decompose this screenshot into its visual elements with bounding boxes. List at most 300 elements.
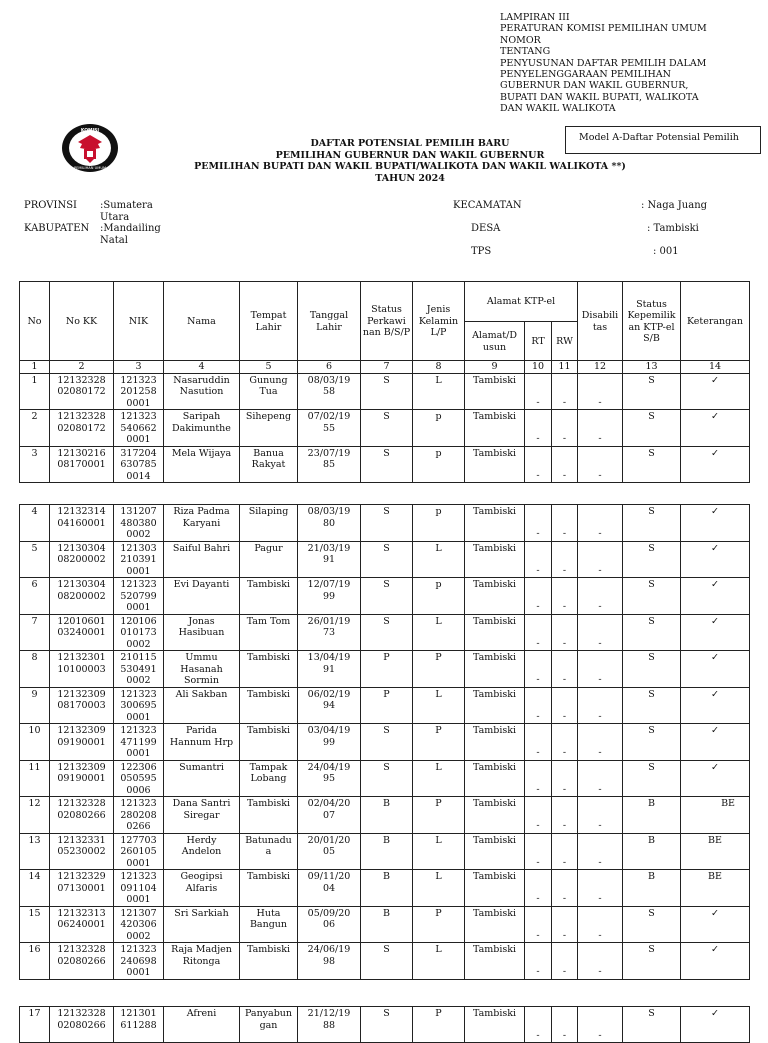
kabupaten-value-line: :Mandailing	[100, 223, 161, 234]
cell-rt	[525, 373, 552, 410]
cell-status-ktp: S	[623, 446, 681, 483]
cell-no-kk: 12130216 08170001	[50, 446, 114, 483]
cell-rt	[525, 410, 552, 447]
cell-no: 1	[20, 373, 50, 410]
cell-status-perkawinan: S	[361, 760, 413, 797]
empty-dash: -	[536, 1029, 540, 1041]
cell-no: 12	[20, 797, 50, 834]
cell-keterangan: BE	[681, 870, 750, 907]
table-row	[20, 760, 750, 797]
cell-keterangan: ✓	[681, 541, 750, 578]
cell-rt	[525, 446, 552, 483]
cell-tempat-lahir: Sihepeng	[240, 410, 298, 447]
cell-no: 10	[20, 724, 50, 761]
cell-rt	[525, 760, 552, 797]
cell-status-ktp: S	[623, 943, 681, 980]
cell-tempat-lahir: Tampak Lobang	[240, 760, 298, 797]
empty-dash: -	[598, 783, 602, 795]
cell-status-perkawinan: S	[361, 446, 413, 483]
cell-jenis-kelamin: p	[413, 578, 465, 615]
cell-nik: 121323 540662 0001	[114, 410, 164, 447]
cell-status-ktp: S	[623, 541, 681, 578]
cell-nama: Herdy Andelon	[164, 833, 240, 870]
cell-nik: 121323 300695 0001	[114, 687, 164, 724]
cell-jenis-kelamin: L	[413, 373, 465, 410]
voter-table-section-1	[19, 281, 750, 483]
cell-tanggal-lahir: 13/04/19 91	[298, 651, 361, 688]
cell-keterangan: ✓	[681, 410, 750, 447]
empty-dash: -	[536, 856, 540, 868]
cell-nama: Saiful Bahri	[164, 541, 240, 578]
cell-rw	[552, 943, 578, 980]
cell-rw	[552, 687, 578, 724]
cell-no: 3	[20, 446, 50, 483]
header-nama: Nama	[164, 282, 240, 361]
cell-rw	[552, 541, 578, 578]
cell-alamat-dusun: Tambiski	[465, 724, 525, 761]
cell-no: 15	[20, 906, 50, 943]
cell-disabilitas	[578, 833, 623, 870]
cell-no: 17	[20, 1007, 50, 1043]
cell-no: 8	[20, 651, 50, 688]
empty-dash: -	[562, 564, 567, 576]
cell-tanggal-lahir: 12/07/19 99	[298, 578, 361, 615]
cell-nama: Parida Hannum Hrp	[164, 724, 240, 761]
empty-dash: -	[562, 929, 567, 941]
cell-rt	[525, 651, 552, 688]
lampiran-line: TENTANG	[500, 46, 551, 58]
table-row	[20, 614, 750, 651]
cell-keterangan: ✓	[681, 373, 750, 410]
lampiran-line: LAMPIRAN III	[500, 12, 570, 23]
cell-tanggal-lahir: 08/03/19 80	[298, 505, 361, 542]
cell-rw	[552, 578, 578, 615]
empty-dash: -	[598, 674, 602, 685]
cell-no: 7	[20, 614, 50, 651]
provinsi-label: PROVINSI	[24, 200, 78, 211]
cell-keterangan: ✓	[681, 943, 750, 980]
table-row	[20, 687, 750, 724]
cell-disabilitas	[578, 760, 623, 797]
cell-disabilitas	[578, 651, 623, 688]
cell-disabilitas	[578, 943, 623, 980]
cell-rw	[552, 797, 578, 834]
cell-rt	[525, 687, 552, 724]
header-disabilitas: Disabili tas	[578, 282, 623, 361]
empty-dash: -	[536, 396, 540, 408]
cell-rw	[552, 446, 578, 483]
cell-keterangan: ✓	[681, 760, 750, 797]
empty-dash: -	[598, 893, 602, 904]
cell-alamat-dusun: Tambiski	[465, 505, 525, 542]
empty-dash: -	[562, 893, 567, 904]
cell-status-perkawinan: S	[361, 943, 413, 980]
cell-rw	[552, 760, 578, 797]
cell-disabilitas	[578, 373, 623, 410]
cell-no-kk: 12132328 02080172	[50, 410, 114, 447]
cell-alamat-dusun: Tambiski	[465, 541, 525, 578]
cell-rt	[525, 614, 552, 651]
title-line: PEMILIHAN GUBERNUR DAN WAKIL GUBERNUR	[275, 149, 545, 161]
empty-dash: -	[536, 674, 540, 685]
logo-bottom-text: PEMILIHAN UMUM	[73, 166, 107, 170]
lampiran-line: PENYUSUNAN DAFTAR PEMILIH DALAM	[500, 57, 707, 69]
cell-tanggal-lahir: 24/04/19 95	[298, 760, 361, 797]
cell-status-perkawinan: B	[361, 833, 413, 870]
cell-no: 6	[20, 578, 50, 615]
cell-alamat-dusun: Tambiski	[465, 943, 525, 980]
cell-alamat-dusun: Tambiski	[465, 446, 525, 483]
cell-nik: 122306 050595 0006	[114, 760, 164, 797]
cell-no: 11	[20, 760, 50, 797]
empty-dash: -	[536, 637, 540, 649]
cell-jenis-kelamin: P	[413, 797, 465, 834]
cell-status-ktp: S	[623, 651, 681, 688]
empty-dash: -	[536, 601, 540, 612]
col-number: 11	[552, 361, 578, 374]
col-number: 12	[578, 361, 623, 374]
cell-disabilitas	[578, 578, 623, 615]
desa-value: : Tambiski	[647, 223, 699, 234]
lampiran-line: DAN WAKIL WALIKOTA	[500, 103, 616, 115]
cell-status-ktp: S	[623, 760, 681, 797]
cell-nik: 127703 260105 0001	[114, 833, 164, 870]
cell-alamat-dusun: Tambiski	[465, 797, 525, 834]
cell-nik: 121323 091104 0001	[114, 870, 164, 907]
tps-value: : 001	[653, 246, 679, 257]
cell-no-kk: 12132328 02080266	[50, 797, 114, 834]
cell-tanggal-lahir: 09/11/20 04	[298, 870, 361, 907]
empty-dash: -	[562, 783, 567, 795]
cell-tempat-lahir: Tambiski	[240, 687, 298, 724]
col-number: 7	[361, 361, 413, 374]
cell-status-perkawinan: B	[361, 797, 413, 834]
cell-status-perkawinan: B	[361, 906, 413, 943]
cell-keterangan: ✓	[681, 651, 750, 688]
cell-status-perkawinan: S	[361, 541, 413, 578]
lampiran-line: NOMOR	[500, 34, 541, 46]
cell-nama: Afreni	[164, 1007, 240, 1043]
cell-tanggal-lahir: 23/07/19 85	[298, 446, 361, 483]
header-status-ktp: Status Kepemilik an KTP-el S/B	[623, 282, 681, 361]
title-line: PEMILIHAN BUPATI DAN WAKIL BUPATI/WALIKOTA DAN WAKIL WALIKOTA **)	[194, 161, 626, 172]
cell-alamat-dusun: Tambiski	[465, 410, 525, 447]
header-tanggal-lahir: Tanggal Lahir	[298, 282, 361, 361]
cell-rt	[525, 505, 552, 542]
cell-nama: Sumantri	[164, 760, 240, 797]
cell-nama: Dana Santri Siregar	[164, 797, 240, 834]
cell-nama: Jonas Hasibuan	[164, 614, 240, 651]
cell-status-perkawinan: P	[361, 651, 413, 688]
empty-dash: -	[598, 710, 602, 722]
cell-disabilitas	[578, 446, 623, 483]
cell-no-kk: 12132329 07130001	[50, 870, 114, 907]
cell-disabilitas	[578, 906, 623, 943]
col-number: 2	[50, 361, 114, 374]
kabupaten-value-line: Natal	[100, 234, 128, 246]
cell-keterangan: ✓	[681, 906, 750, 943]
cell-no-kk: 12132328 02080172	[50, 373, 114, 410]
cell-status-ktp: S	[623, 410, 681, 447]
col-number: 13	[623, 361, 681, 374]
cell-nik: 121323 240698 0001	[114, 943, 164, 980]
cell-tempat-lahir: Banua Rakyat	[240, 446, 298, 483]
cell-no: 5	[20, 541, 50, 578]
table-row	[20, 1007, 750, 1043]
provinsi-value-line: :Sumatera	[100, 200, 153, 211]
cell-no-kk: 12130304 08200002	[50, 578, 114, 615]
cell-jenis-kelamin: L	[413, 943, 465, 980]
empty-dash: -	[598, 433, 602, 444]
col-number: 6	[298, 361, 361, 374]
voter-table-section-2	[19, 504, 750, 980]
cell-tanggal-lahir: 02/04/20 07	[298, 797, 361, 834]
table-row	[20, 870, 750, 907]
header-rt: RT	[525, 322, 552, 361]
cell-status-perkawinan: S	[361, 1007, 413, 1043]
header-jenis-kelamin: Jenis Kelamin L/P	[413, 282, 465, 361]
empty-dash: -	[598, 469, 602, 481]
cell-tempat-lahir: Tambiski	[240, 870, 298, 907]
table-row	[20, 541, 750, 578]
cell-keterangan: ✓	[681, 578, 750, 615]
cell-status-ktp: S	[623, 578, 681, 615]
cell-nama: Raja Madjen Ritonga	[164, 943, 240, 980]
cell-nik: 121303 210391 0001	[114, 541, 164, 578]
empty-dash: -	[562, 637, 567, 649]
cell-no-kk: 12132328 02080266	[50, 1007, 114, 1043]
cell-rt	[525, 541, 552, 578]
cell-nik: 131207 480380 0002	[114, 505, 164, 542]
kabupaten-label: KABUPATEN	[24, 223, 90, 234]
table-row	[20, 797, 750, 834]
empty-dash: -	[598, 820, 602, 831]
cell-no-kk: 12132313 06240001	[50, 906, 114, 943]
cell-tanggal-lahir: 06/02/19 94	[298, 687, 361, 724]
empty-dash: -	[536, 564, 540, 576]
empty-dash: -	[598, 1029, 602, 1041]
provinsi-value-line: Utara	[100, 211, 130, 223]
cell-rt	[525, 906, 552, 943]
empty-dash: -	[598, 564, 602, 576]
empty-dash: -	[536, 710, 540, 722]
cell-no-kk: 12132328 02080266	[50, 943, 114, 980]
header-keterangan: Keterangan	[681, 282, 750, 361]
cell-jenis-kelamin: L	[413, 833, 465, 870]
empty-dash: -	[598, 966, 602, 977]
empty-dash: -	[536, 893, 540, 904]
cell-status-ktp: S	[623, 724, 681, 761]
cell-nama: Riza Padma Karyani	[164, 505, 240, 542]
cell-keterangan: ✓	[681, 1007, 750, 1043]
cell-disabilitas	[578, 687, 623, 724]
table-row	[20, 906, 750, 943]
cell-alamat-dusun: Tambiski	[465, 578, 525, 615]
empty-dash: -	[536, 433, 540, 444]
cell-keterangan: ✓	[681, 505, 750, 542]
cell-nik: 210115 530491 0002	[114, 651, 164, 688]
empty-dash: -	[598, 929, 602, 941]
cell-alamat-dusun: Tambiski	[465, 687, 525, 724]
cell-rt	[525, 833, 552, 870]
cell-tanggal-lahir: 07/02/19 55	[298, 410, 361, 447]
cell-nik: 121323 520799 0001	[114, 578, 164, 615]
cell-disabilitas	[578, 870, 623, 907]
cell-rw	[552, 614, 578, 651]
empty-dash: -	[562, 469, 567, 481]
cell-status-ktp: S	[623, 614, 681, 651]
cell-alamat-dusun: Tambiski	[465, 870, 525, 907]
cell-tempat-lahir: Panyabun gan	[240, 1007, 298, 1043]
cell-status-ktp: S	[623, 906, 681, 943]
cell-status-perkawinan: S	[361, 724, 413, 761]
header-tempat-lahir: Tempat Lahir	[240, 282, 298, 361]
cell-nik: 121323 471199 0001	[114, 724, 164, 761]
cell-jenis-kelamin: L	[413, 870, 465, 907]
cell-rw	[552, 410, 578, 447]
cell-nama: Sri Sarkiah	[164, 906, 240, 943]
cell-no-kk: 12132301 10100003	[50, 651, 114, 688]
cell-tanggal-lahir: 05/09/20 06	[298, 906, 361, 943]
cell-tanggal-lahir: 08/03/19 58	[298, 373, 361, 410]
cell-jenis-kelamin: P	[413, 1007, 465, 1043]
empty-dash: -	[598, 601, 602, 612]
cell-no-kk: 12132309 09190001	[50, 760, 114, 797]
empty-dash: -	[536, 820, 540, 831]
col-number: 14	[681, 361, 750, 374]
cell-jenis-kelamin: L	[413, 760, 465, 797]
col-number: 9	[465, 361, 525, 374]
cell-keterangan: ✓	[681, 687, 750, 724]
cell-keterangan: BE	[681, 797, 750, 834]
cell-no-kk: 12010601 03240001	[50, 614, 114, 651]
column-number-row	[20, 361, 750, 374]
cell-nik: 121323 201258 0001	[114, 373, 164, 410]
cell-alamat-dusun: Tambiski	[465, 651, 525, 688]
cell-no-kk: 12132314 04160001	[50, 505, 114, 542]
empty-dash: -	[562, 396, 567, 408]
col-number: 4	[164, 361, 240, 374]
logo-top-text: KOMISI	[80, 128, 100, 134]
empty-dash: -	[536, 783, 540, 795]
col-number: 3	[114, 361, 164, 374]
cell-rw	[552, 906, 578, 943]
header-rw: RW	[552, 322, 578, 361]
header-alamat: Alamat KTP-el	[465, 282, 578, 322]
cell-tempat-lahir: Tambiski	[240, 797, 298, 834]
empty-dash: -	[536, 966, 540, 977]
cell-status-ktp: B	[623, 870, 681, 907]
cell-alamat-dusun: Tambiski	[465, 373, 525, 410]
cell-tanggal-lahir: 24/06/19 98	[298, 943, 361, 980]
lampiran-line: PERATURAN KOMISI PEMILIHAN UMUM	[500, 23, 707, 35]
cell-nama: Ali Sakban	[164, 687, 240, 724]
cell-no: 9	[20, 687, 50, 724]
cell-alamat-dusun: Tambiski	[465, 833, 525, 870]
cell-alamat-dusun: Tambiski	[465, 760, 525, 797]
empty-dash: -	[562, 820, 567, 831]
col-number: 5	[240, 361, 298, 374]
cell-nik: 121307 420306 0002	[114, 906, 164, 943]
cell-jenis-kelamin: p	[413, 446, 465, 483]
desa-label: DESA	[471, 223, 501, 234]
table-row	[20, 651, 750, 688]
table-row	[20, 446, 750, 483]
cell-nik: 121301 611288	[114, 1007, 164, 1043]
cell-jenis-kelamin: L	[413, 687, 465, 724]
cell-nama: Mela Wijaya	[164, 446, 240, 483]
col-number: 1	[20, 361, 50, 374]
cell-status-ktp: S	[623, 505, 681, 542]
header-no: No	[20, 282, 50, 361]
table-row	[20, 578, 750, 615]
cell-tanggal-lahir: 21/12/19 88	[298, 1007, 361, 1043]
cell-alamat-dusun: Tambiski	[465, 906, 525, 943]
empty-dash: -	[536, 469, 540, 481]
cell-rw	[552, 651, 578, 688]
cell-rw	[552, 373, 578, 410]
cell-status-ktp: B	[623, 797, 681, 834]
cell-no-kk: 12130304 08200002	[50, 541, 114, 578]
provinsi-value	[100, 200, 153, 223]
cell-tempat-lahir: Tambiski	[240, 943, 298, 980]
empty-dash: -	[598, 396, 602, 408]
cell-alamat-dusun: Tambiski	[465, 1007, 525, 1043]
kabupaten-value	[100, 223, 161, 246]
cell-rt	[525, 578, 552, 615]
cell-rt	[525, 943, 552, 980]
cell-jenis-kelamin: p	[413, 505, 465, 542]
cell-tanggal-lahir: 03/04/19 99	[298, 724, 361, 761]
cell-alamat-dusun: Tambiski	[465, 614, 525, 651]
cell-jenis-kelamin: p	[413, 410, 465, 447]
cell-jenis-kelamin: P	[413, 651, 465, 688]
cell-nama: Ummu Hasanah Sormin	[164, 651, 240, 688]
cell-rw	[552, 870, 578, 907]
cell-status-perkawinan: S	[361, 614, 413, 651]
empty-dash: -	[536, 747, 540, 758]
cell-tempat-lahir: Huta Bangun	[240, 906, 298, 943]
kecamatan-value: : Naga Juang	[641, 200, 708, 211]
table-row	[20, 724, 750, 761]
cell-keterangan: ✓	[681, 446, 750, 483]
empty-dash: -	[562, 856, 567, 868]
cell-rw	[552, 833, 578, 870]
cell-disabilitas	[578, 410, 623, 447]
cell-no-kk: 12132309 08170003	[50, 687, 114, 724]
cell-nama: Nasaruddin Nasution	[164, 373, 240, 410]
empty-dash: -	[536, 528, 540, 539]
cell-status-perkawinan: P	[361, 687, 413, 724]
document-title	[170, 138, 650, 184]
cell-tempat-lahir: Batunadu a	[240, 833, 298, 870]
table-row	[20, 410, 750, 447]
empty-dash: -	[562, 710, 567, 722]
cell-jenis-kelamin: L	[413, 614, 465, 651]
kpu-logo	[60, 122, 120, 174]
cell-no: 2	[20, 410, 50, 447]
header-status-perkawinan: Status Perkawi nan B/S/P	[361, 282, 413, 361]
cell-nama: Geogipsi Alfaris	[164, 870, 240, 907]
cell-tanggal-lahir: 20/01/20 05	[298, 833, 361, 870]
cell-jenis-kelamin: L	[413, 541, 465, 578]
kecamatan-label: KECAMATAN	[453, 200, 522, 211]
title-line: DAFTAR POTENSIAL PEMILIH BARU	[310, 138, 510, 149]
empty-dash: -	[562, 1029, 567, 1041]
cell-keterangan: BE	[681, 833, 750, 870]
cell-jenis-kelamin: P	[413, 724, 465, 761]
empty-dash: -	[598, 747, 602, 758]
